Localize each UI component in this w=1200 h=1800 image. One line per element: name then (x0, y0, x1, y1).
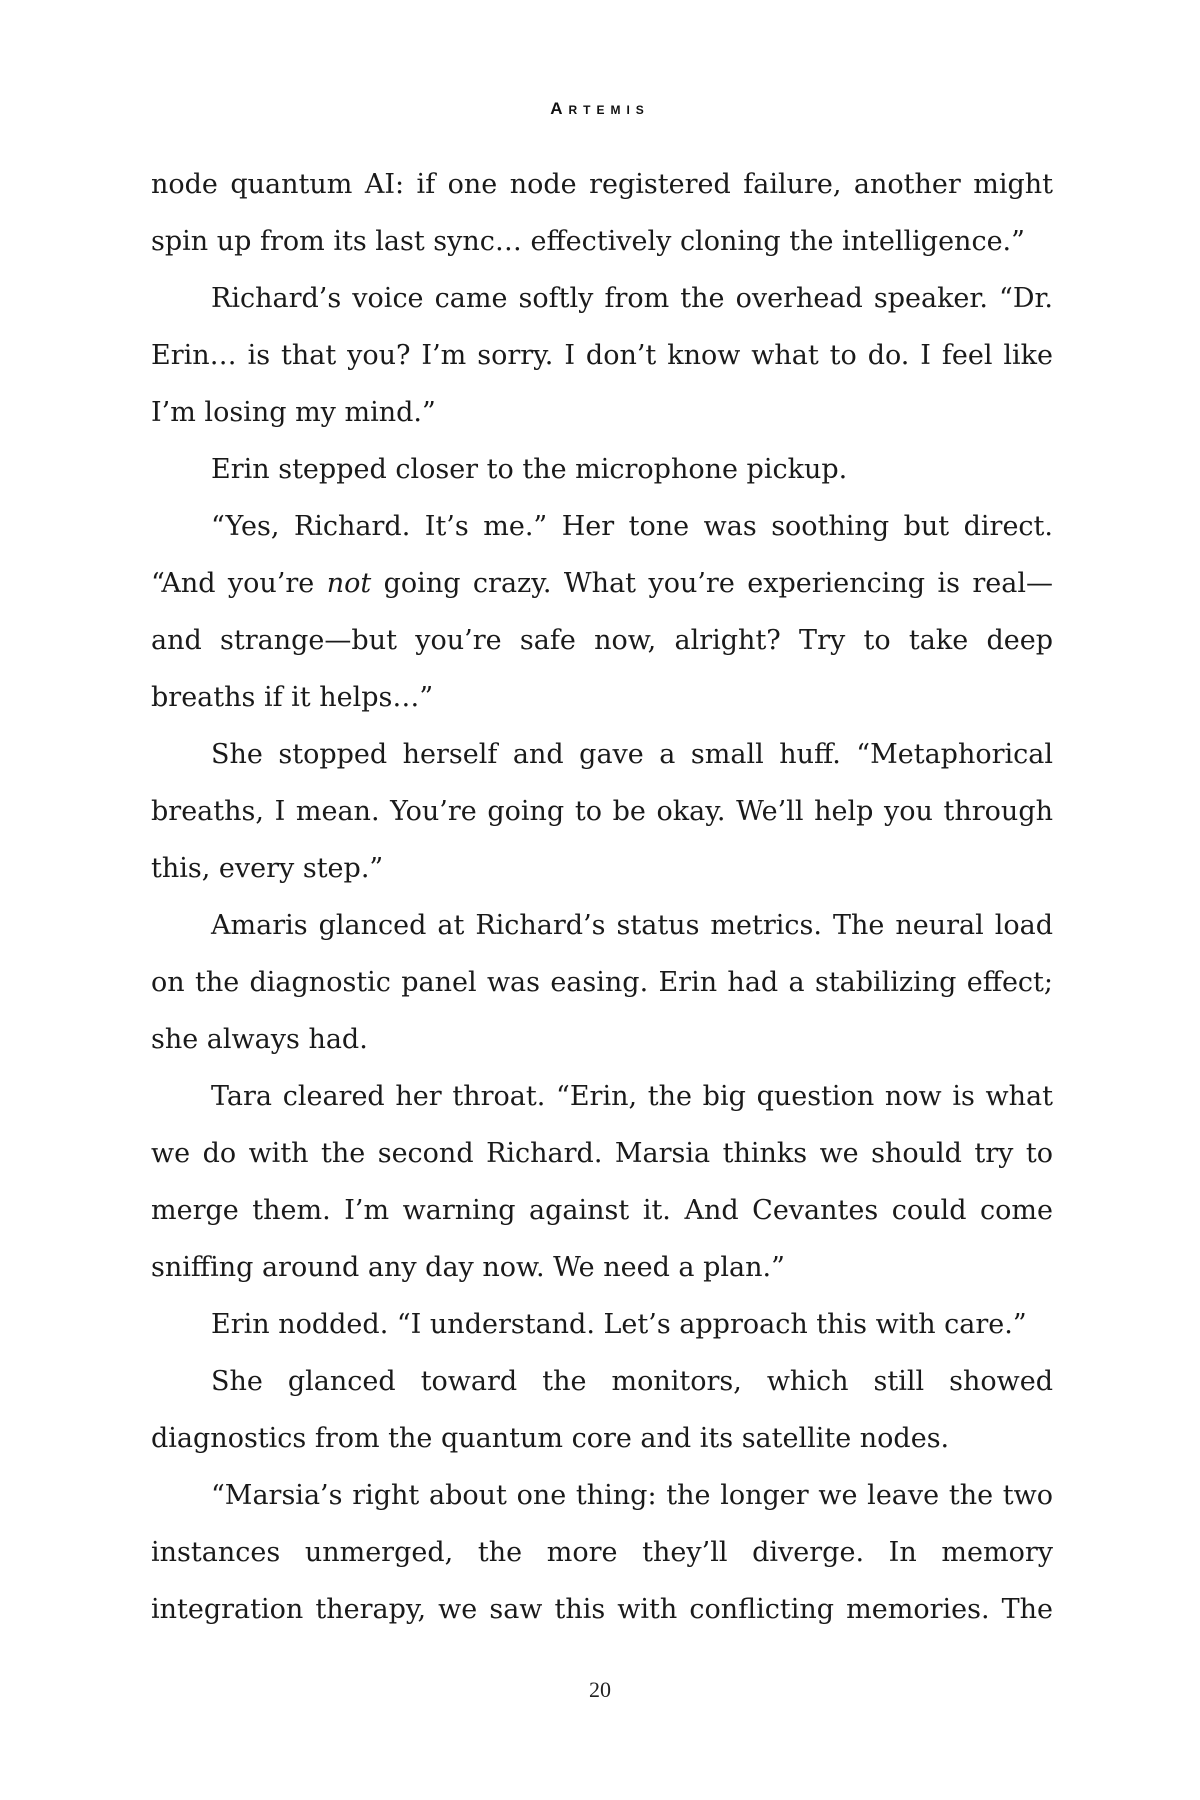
body-text (151, 156, 1053, 1638)
paragraph-10: “Marsia’s right about one thing: the longer we leave the two instances unmerged, the more they’ll diverge. In memory integration therapy, we saw this with conflicting memories. The (151, 1480, 1053, 1625)
paragraph-6: Amaris glanced at Richard’s status metrics. The neural load on the diagnostic panel was easing. Erin had a stabilizing effect; she always had. (151, 910, 1053, 1055)
paragraph-4-after: going crazy. What you’re experiencing is real—and strange—but you’re safe now, alright? Try to take deep breaths if it helps…” (151, 568, 1053, 713)
paragraph-9: She glanced toward the monitors, which still showed diagnostics from the quantum core and its satellite nodes. (151, 1366, 1053, 1454)
paragraph-2: Richard’s voice came softly from the overhead speaker. “Dr. Erin… is that you? I’m sorry. I don’t know what to do. I feel like I’m losing my mind.” (151, 283, 1053, 428)
paragraph-4-before: “Yes, Richard. It’s me.” Her tone was soothing but direct. “And you’re (151, 511, 1053, 599)
paragraph-1: node quantum AI: if one node registered failure, another might spin up from its last sync… effectively cloning the intelligence.” (151, 169, 1053, 257)
paragraph-4-emphasis: not (326, 568, 372, 599)
paragraph-5: She stopped herself and gave a small huff. “Metaphorical breaths, I mean. You’re going to be okay. We’ll help you through this, every step.” (151, 739, 1053, 884)
paragraph-8: Erin nodded. “I understand. Let’s approach this with care.” (211, 1309, 1027, 1340)
paragraph-3: Erin stepped closer to the microphone pickup. (211, 454, 848, 485)
page-number: 20 (589, 1677, 611, 1702)
paragraph-7: Tara cleared her throat. “Erin, the big question now is what we do with the second Richard. Marsia thinks we should try to merge them. I’m warning against it. And Cevantes could come sniffing around any day now. We need a plan.” (151, 1081, 1053, 1283)
paragraph-4 (151, 498, 1053, 726)
running-head: Artemis (550, 99, 650, 118)
